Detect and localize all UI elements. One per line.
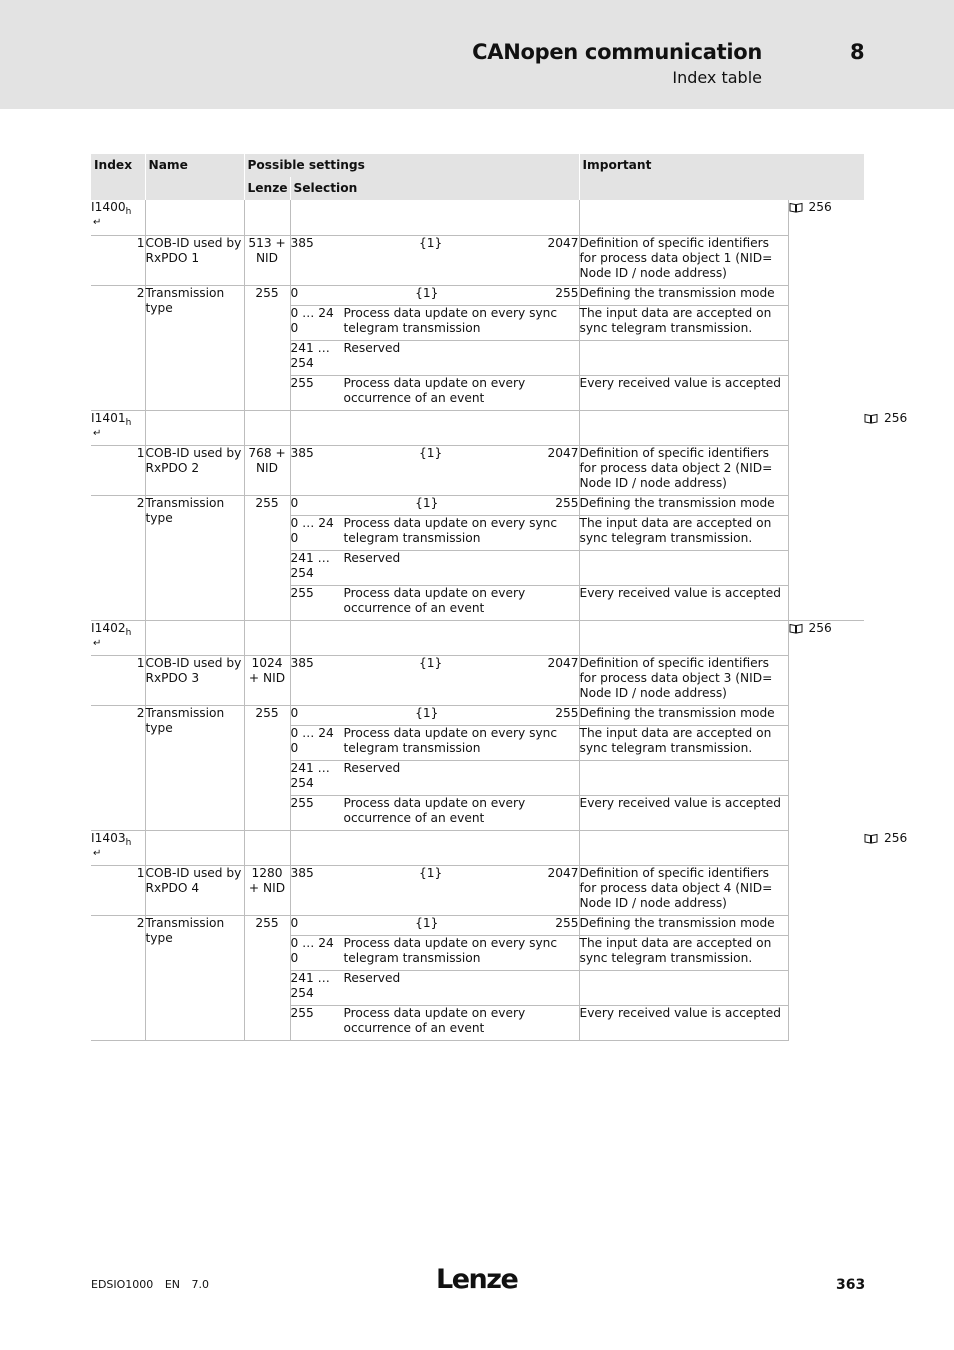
range-min: 385 <box>290 445 314 460</box>
option-text: Reserved <box>343 550 401 565</box>
selection-option <box>290 340 579 375</box>
parameter-name: COB-ID used by RxPDO 2 <box>145 445 244 495</box>
important-note: Every received value is accepted <box>579 585 788 620</box>
selection-option <box>290 305 579 340</box>
index-code: I1400 <box>91 200 126 214</box>
range-min: 0 <box>290 495 299 510</box>
range-min: 385 <box>290 235 314 250</box>
lenze-default: 255 <box>244 495 290 620</box>
index-code: I1403 <box>91 830 126 845</box>
col-header-name: Name <box>145 154 244 200</box>
option-text: Reserved <box>343 760 401 775</box>
selection-range <box>290 865 579 915</box>
important-note: Defining the transmission mode <box>579 705 788 725</box>
table-row <box>91 705 864 725</box>
table-row <box>91 915 864 935</box>
range-max: 2047 <box>547 655 579 670</box>
important-note: The input data are accepted on sync telegram transmission. <box>579 725 788 760</box>
option-value: 255 <box>290 795 314 810</box>
parameter-name: Transmission type <box>145 915 244 1040</box>
selection-option <box>290 970 579 1005</box>
option-value: 241 … 254 <box>290 340 330 370</box>
page-header <box>0 0 954 109</box>
index-cell <box>91 410 145 445</box>
subindex-number: 2 <box>91 285 145 410</box>
range-min: 0 <box>290 705 299 720</box>
col-header-selection: Selection <box>290 177 579 200</box>
option-value: 0 … 24 0 <box>290 515 334 545</box>
option-text: Process data update on every sync telegram transmission <box>343 725 558 755</box>
option-value: 255 <box>290 585 314 600</box>
subindex-number: 1 <box>91 865 145 915</box>
col-header-possible-settings: Possible settings <box>244 154 579 177</box>
selection-option <box>290 725 579 760</box>
selection-option <box>290 795 579 830</box>
range-min: 385 <box>290 655 314 670</box>
parameter-name: Transmission type <box>145 285 244 410</box>
index-cell <box>91 830 145 865</box>
selection-option <box>290 935 579 970</box>
table-row <box>91 620 864 655</box>
selection-range <box>290 655 579 705</box>
table-row <box>91 830 864 865</box>
lenze-default: 255 <box>244 285 290 410</box>
range-max: 255 <box>555 495 579 510</box>
important-note: The input data are accepted on sync telegram transmission. <box>579 305 788 340</box>
option-text: Process data update on every occurrence of an event <box>343 795 526 825</box>
subindex-number: 2 <box>91 915 145 1040</box>
range-max: 2047 <box>547 865 579 880</box>
lenze-default: 768 + NID <box>244 445 290 495</box>
range-unit: {1} <box>415 705 439 720</box>
index-cell <box>91 200 145 235</box>
range-unit: {1} <box>418 445 443 460</box>
selection-range <box>290 495 579 515</box>
important-note <box>579 970 788 1005</box>
book-icon <box>864 833 878 848</box>
important-note: Every received value is accepted <box>579 375 788 410</box>
important-note: Definition of specific identifiers for process data object 1 (NID= Node ID / node address) <box>579 235 788 285</box>
parameter-name: Transmission type <box>145 705 244 830</box>
chapter-title: CANopen communication <box>472 40 762 64</box>
lenze-default: 255 <box>244 915 290 1040</box>
selection-option <box>290 585 579 620</box>
index-hex-suffix: h <box>125 207 132 217</box>
option-text: Process data update on every occurrence of an event <box>343 375 526 405</box>
section-subtitle: Index table <box>672 68 762 87</box>
table-row <box>91 285 864 305</box>
table-row <box>91 865 864 915</box>
range-unit: {1} <box>418 865 443 880</box>
index-code: I1401 <box>91 410 126 425</box>
important-note: Every received value is accepted <box>579 795 788 830</box>
table-row <box>91 410 864 445</box>
important-note: Definition of specific identifiers for process data object 2 (NID= Node ID / node address) <box>579 445 788 495</box>
range-unit: {1} <box>415 915 439 930</box>
table-row <box>91 200 864 235</box>
option-text: Process data update on every occurrence of an event <box>343 1005 526 1035</box>
important-note <box>579 550 788 585</box>
footer-doc-info <box>91 1278 217 1291</box>
reference-page: 256 <box>884 830 908 845</box>
range-unit: {1} <box>415 495 439 510</box>
lenze-default: 255 <box>244 705 290 830</box>
important-note <box>579 760 788 795</box>
index-hex-suffix: h <box>125 837 132 848</box>
selection-option <box>290 760 579 795</box>
index-code: I1402 <box>91 620 126 635</box>
selection-range <box>290 285 579 305</box>
important-note: Definition of specific identifiers for process data object 3 (NID= Node ID / node address) <box>579 655 788 705</box>
range-min: 0 <box>290 915 299 930</box>
option-value: 0 … 24 0 <box>290 725 334 755</box>
selection-option <box>290 550 579 585</box>
option-text: Reserved <box>343 970 401 985</box>
doc-version: 7.0 <box>191 1278 209 1291</box>
index-hex-suffix: h <box>125 417 132 428</box>
doc-id: EDSIO1000 <box>91 1278 154 1291</box>
book-icon <box>789 623 803 638</box>
subindex-number: 1 <box>91 235 145 285</box>
important-note: Defining the transmission mode <box>579 915 788 935</box>
option-value: 241 … 254 <box>290 970 330 1000</box>
range-unit: {1} <box>415 285 439 300</box>
selection-range <box>290 915 579 935</box>
option-text: Process data update on every occurrence of an event <box>343 585 526 615</box>
continuation-icon: ↵ <box>93 217 102 228</box>
option-value: 241 … 254 <box>290 760 330 790</box>
parameter-name: COB-ID used by RxPDO 4 <box>145 865 244 915</box>
table-row <box>91 655 864 705</box>
table-row <box>91 445 864 495</box>
range-max: 2047 <box>547 445 579 460</box>
important-note: Defining the transmission mode <box>579 495 788 515</box>
option-text: Process data update on every sync telegram transmission <box>343 935 558 965</box>
page-number: 363 <box>836 1277 866 1293</box>
option-value: 255 <box>290 375 314 390</box>
reference-cell <box>788 620 864 865</box>
selection-range <box>290 445 579 495</box>
chapter-number: 8 <box>850 40 865 64</box>
selection-option <box>290 1005 579 1040</box>
continuation-icon: ↵ <box>93 427 102 439</box>
continuation-icon: ↵ <box>93 637 102 649</box>
option-value: 241 … 254 <box>290 550 330 580</box>
table-body <box>91 200 908 1040</box>
parameter-name: COB-ID used by RxPDO 1 <box>145 235 244 285</box>
subindex-number: 2 <box>91 495 145 620</box>
selection-range <box>290 705 579 725</box>
continuation-icon: ↵ <box>93 847 102 859</box>
index-hex-suffix: h <box>125 627 132 638</box>
important-note: The input data are accepted on sync telegram transmission. <box>579 515 788 550</box>
table-row <box>91 495 864 515</box>
important-note: The input data are accepted on sync telegram transmission. <box>579 935 788 970</box>
index-cell <box>91 620 145 655</box>
range-unit: {1} <box>418 235 443 250</box>
important-note: Definition of specific identifiers for process data object 4 (NID= Node ID / node address) <box>579 865 788 915</box>
option-text: Process data update on every sync telegram transmission <box>343 305 558 335</box>
range-max: 255 <box>555 705 579 720</box>
selection-option <box>290 515 579 550</box>
reference-page: 256 <box>808 200 832 214</box>
reference-page: 256 <box>808 620 832 635</box>
book-icon <box>864 413 878 428</box>
doc-language: EN <box>164 1278 180 1291</box>
table-row <box>91 235 864 285</box>
subindex-number: 1 <box>91 655 145 705</box>
lenze-logo: Lenze <box>436 1264 518 1295</box>
range-min: 385 <box>290 865 314 880</box>
option-text: Reserved <box>343 340 401 355</box>
subindex-number: 2 <box>91 705 145 830</box>
range-max: 255 <box>555 915 579 930</box>
option-value: 0 … 24 0 <box>290 935 334 965</box>
subindex-number: 1 <box>91 445 145 495</box>
important-note <box>579 340 788 375</box>
range-unit: {1} <box>418 655 443 670</box>
reference-page: 256 <box>884 410 908 425</box>
parameter-name: Transmission type <box>145 495 244 620</box>
lenze-default: 513 + NID <box>244 235 290 285</box>
col-header-lenze: Lenze <box>244 177 290 200</box>
selection-range <box>290 235 579 285</box>
reference-cell <box>788 200 864 445</box>
parameter-name: COB-ID used by RxPDO 3 <box>145 655 244 705</box>
selection-option <box>290 375 579 410</box>
option-value: 0 … 24 0 <box>290 305 334 335</box>
book-icon <box>789 202 803 217</box>
lenze-default: 1280 + NID <box>244 865 290 915</box>
col-header-index: Index <box>91 154 145 200</box>
lenze-default: 1024 + NID <box>244 655 290 705</box>
range-min: 0 <box>290 285 299 300</box>
option-value: 255 <box>290 1005 314 1020</box>
important-note: Every received value is accepted <box>579 1005 788 1040</box>
range-max: 2047 <box>547 235 579 250</box>
index-table <box>91 154 908 1041</box>
option-text: Process data update on every sync telegram transmission <box>343 515 558 545</box>
range-max: 255 <box>555 285 579 300</box>
important-note: Defining the transmission mode <box>579 285 788 305</box>
col-header-important: Important <box>579 154 864 200</box>
